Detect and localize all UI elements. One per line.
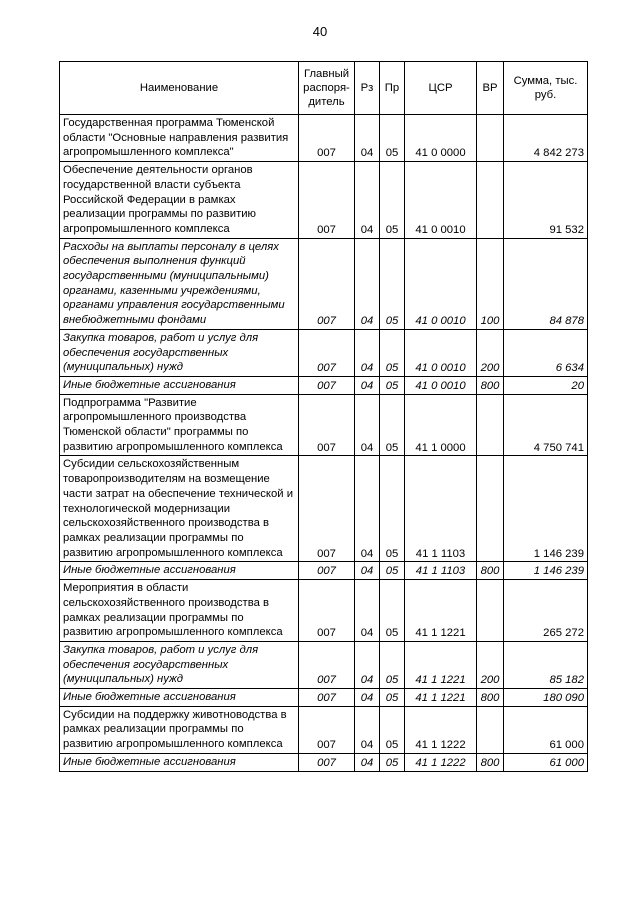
cell-sum: 265 272 <box>504 580 588 642</box>
cell-csr: 41 1 1222 <box>405 706 477 753</box>
cell-vr <box>477 456 504 562</box>
cell-name: Субсидии сельскохозяйственным товаропроизводителям на возмещение части затрат на обеспечение технической и технологической модернизации сельскохозяйственного производства в рамках реализации программы по развитию агропромышленного комплекса <box>60 456 299 562</box>
cell-admin: 007 <box>299 562 355 580</box>
cell-rz: 04 <box>355 753 380 771</box>
cell-vr: 200 <box>477 329 504 376</box>
cell-csr: 41 0 0000 <box>405 115 477 162</box>
cell-admin: 007 <box>299 456 355 562</box>
cell-pr: 05 <box>380 115 405 162</box>
cell-name: Мероприятия в области сельскохозяйственного производства в рамках реализации программы по развитию агропромышленного комплекса <box>60 580 299 642</box>
cell-vr: 800 <box>477 753 504 771</box>
header-csr: ЦСР <box>405 62 477 115</box>
cell-name: Закупка товаров, работ и услуг для обеспечения государственных (муниципальных) нужд <box>60 329 299 376</box>
table-row <box>60 329 588 376</box>
header-sum: Сумма, тыс. руб. <box>504 62 588 115</box>
cell-rz: 04 <box>355 394 380 456</box>
cell-csr: 41 1 1103 <box>405 562 477 580</box>
header-pr: Пр <box>380 62 405 115</box>
table-header-row <box>60 62 588 115</box>
cell-vr: 200 <box>477 641 504 688</box>
cell-rz: 04 <box>355 162 380 239</box>
cell-rz: 04 <box>355 641 380 688</box>
cell-vr: 800 <box>477 689 504 707</box>
cell-pr: 05 <box>380 753 405 771</box>
cell-name: Иные бюджетные ассигнования <box>60 689 299 707</box>
cell-rz: 04 <box>355 329 380 376</box>
header-vr: ВР <box>477 62 504 115</box>
header-name: Наименование <box>60 62 299 115</box>
cell-admin: 007 <box>299 115 355 162</box>
cell-rz: 04 <box>355 238 380 329</box>
cell-csr: 41 1 1221 <box>405 641 477 688</box>
cell-rz: 04 <box>355 456 380 562</box>
cell-vr <box>477 394 504 456</box>
cell-pr: 05 <box>380 641 405 688</box>
cell-admin: 007 <box>299 238 355 329</box>
cell-sum: 4 750 741 <box>504 394 588 456</box>
cell-vr <box>477 706 504 753</box>
table-body <box>60 115 588 772</box>
table-row <box>60 580 588 642</box>
cell-sum: 20 <box>504 376 588 394</box>
cell-admin: 007 <box>299 641 355 688</box>
cell-pr: 05 <box>380 376 405 394</box>
cell-pr: 05 <box>380 456 405 562</box>
table-row <box>60 394 588 456</box>
cell-rz: 04 <box>355 562 380 580</box>
cell-csr: 41 0 0010 <box>405 162 477 239</box>
cell-csr: 41 1 1222 <box>405 753 477 771</box>
cell-csr: 41 1 1103 <box>405 456 477 562</box>
page-number: 40 <box>312 24 328 39</box>
table-row <box>60 641 588 688</box>
cell-name: Расходы на выплаты персоналу в целях обеспечения выполнения функций государственными (муниципальными) органами, казенными учреждениями, органами управления государственными внебюджетными фондами <box>60 238 299 329</box>
cell-sum: 180 090 <box>504 689 588 707</box>
cell-pr: 05 <box>380 329 405 376</box>
cell-sum: 1 146 239 <box>504 562 588 580</box>
cell-admin: 007 <box>299 580 355 642</box>
table-row <box>60 706 588 753</box>
cell-vr: 100 <box>477 238 504 329</box>
cell-sum: 4 842 273 <box>504 115 588 162</box>
header-admin: Главный распоря-дитель <box>299 62 355 115</box>
cell-admin: 007 <box>299 689 355 707</box>
cell-admin: 007 <box>299 753 355 771</box>
cell-admin: 007 <box>299 329 355 376</box>
table-row <box>60 162 588 239</box>
cell-admin: 007 <box>299 376 355 394</box>
cell-csr: 41 0 0010 <box>405 238 477 329</box>
cell-name: Субсидии на поддержку животноводства в рамках реализации программы по развитию агропромышленного комплекса <box>60 706 299 753</box>
cell-vr <box>477 580 504 642</box>
cell-vr: 800 <box>477 376 504 394</box>
cell-admin: 007 <box>299 394 355 456</box>
budget-table <box>59 61 588 772</box>
table-row <box>60 376 588 394</box>
cell-name: Государственная программа Тюменской области "Основные направления развития агропромышленного комплекса" <box>60 115 299 162</box>
cell-pr: 05 <box>380 706 405 753</box>
table-row <box>60 115 588 162</box>
cell-vr <box>477 115 504 162</box>
cell-name: Иные бюджетные ассигнования <box>60 753 299 771</box>
cell-sum: 1 146 239 <box>504 456 588 562</box>
cell-name: Подпрограмма "Развитие агропромышленного производства Тюменской области" программы по развитию агропромышленного комплекса <box>60 394 299 456</box>
cell-name: Обеспечение деятельности органов государственной власти субъекта Российской Федерации в рамках реализации программы по развитию агропромышленного комплекса <box>60 162 299 239</box>
table-row <box>60 689 588 707</box>
cell-csr: 41 1 1221 <box>405 580 477 642</box>
cell-pr: 05 <box>380 689 405 707</box>
cell-pr: 05 <box>380 562 405 580</box>
cell-csr: 41 1 0000 <box>405 394 477 456</box>
cell-admin: 007 <box>299 706 355 753</box>
table-row <box>60 562 588 580</box>
cell-rz: 04 <box>355 376 380 394</box>
cell-pr: 05 <box>380 238 405 329</box>
table-row <box>60 238 588 329</box>
cell-name: Иные бюджетные ассигнования <box>60 376 299 394</box>
cell-admin: 007 <box>299 162 355 239</box>
cell-rz: 04 <box>355 706 380 753</box>
cell-sum: 6 634 <box>504 329 588 376</box>
cell-vr: 800 <box>477 562 504 580</box>
table-row <box>60 753 588 771</box>
cell-rz: 04 <box>355 580 380 642</box>
cell-csr: 41 0 0010 <box>405 376 477 394</box>
header-rz: Рз <box>355 62 380 115</box>
cell-sum: 91 532 <box>504 162 588 239</box>
cell-name: Закупка товаров, работ и услуг для обеспечения государственных (муниципальных) нужд <box>60 641 299 688</box>
cell-sum: 85 182 <box>504 641 588 688</box>
cell-sum: 61 000 <box>504 753 588 771</box>
cell-csr: 41 1 1221 <box>405 689 477 707</box>
cell-sum: 84 878 <box>504 238 588 329</box>
cell-sum: 61 000 <box>504 706 588 753</box>
cell-vr <box>477 162 504 239</box>
cell-pr: 05 <box>380 162 405 239</box>
cell-csr: 41 0 0010 <box>405 329 477 376</box>
cell-rz: 04 <box>355 689 380 707</box>
cell-pr: 05 <box>380 394 405 456</box>
table-row <box>60 456 588 562</box>
cell-name: Иные бюджетные ассигнования <box>60 562 299 580</box>
cell-pr: 05 <box>380 580 405 642</box>
cell-rz: 04 <box>355 115 380 162</box>
